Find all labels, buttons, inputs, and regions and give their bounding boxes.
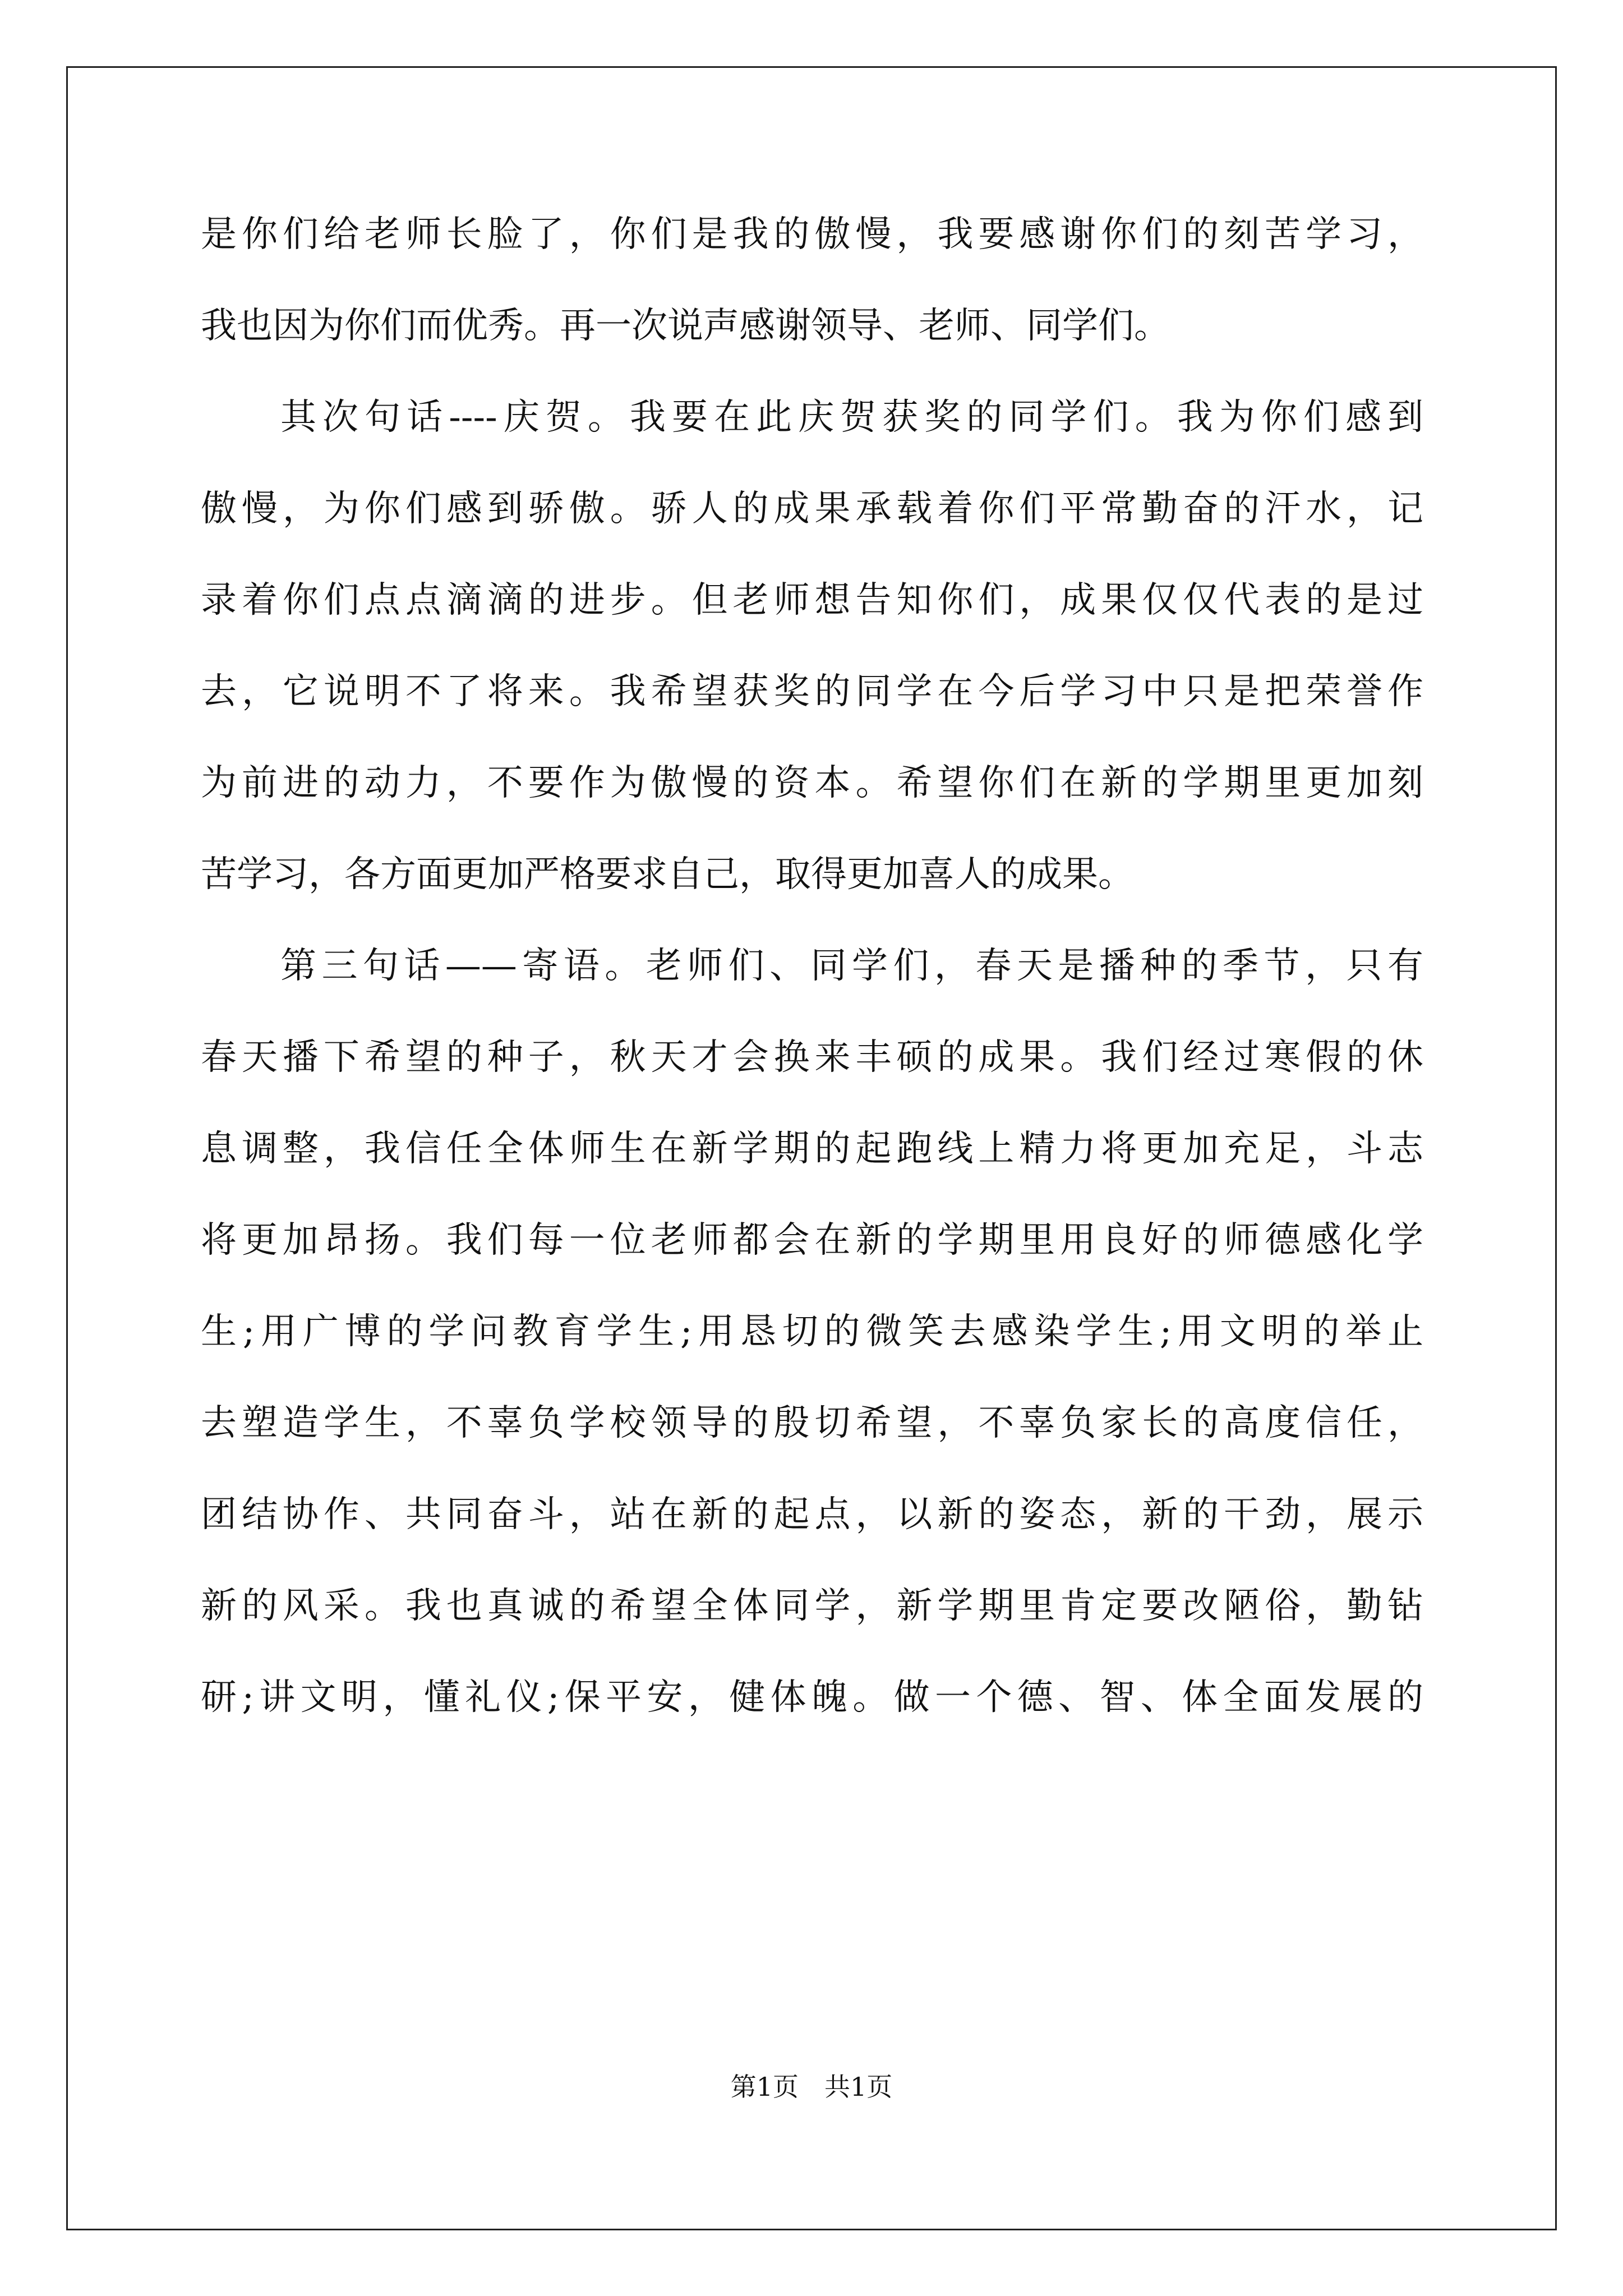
text-line-15: 团结协作、共同奋斗，站在新的起点，以新的姿态，新的干劲，展示 bbox=[201, 1494, 1423, 1535]
text-line-10: 春天播下希望的种子，秋天才会换来丰硕的成果。我们经过寒假的休 bbox=[201, 1037, 1423, 1078]
text-line-16: 新的风采。我也真诚的希望全体同学，新学期里肯定要改陋俗，勤钻 bbox=[201, 1585, 1423, 1627]
text-line-13: 生;用广博的学问教育学生;用恳切的微笑去感染学生;用文明的举止 bbox=[201, 1311, 1423, 1352]
text-line-3: 其次句话----庆贺。我要在此庆贺获奖的同学们。我为你们感到 bbox=[280, 397, 1423, 438]
text-line-4: 傲慢，为你们感到骄傲。骄人的成果承载着你们平常勤奋的汗水，记 bbox=[201, 488, 1423, 530]
text-line-8: 苦学习，各方面更加严格要求自己，取得更加喜人的成果。 bbox=[201, 854, 1134, 895]
text-line-17: 研;讲文明，懂礼仪;保平安，健体魄。做一个德、智、体全面发展的 bbox=[201, 1677, 1423, 1718]
text-line-5: 录着你们点点滴滴的进步。但老师想告知你们，成果仅仅代表的是过 bbox=[201, 579, 1423, 621]
text-line-7: 为前进的动力，不要作为傲慢的资本。希望你们在新的学期里更加刻 bbox=[201, 762, 1423, 804]
text-line-12: 将更加昂扬。我们每一位老师都会在新的学期里用良好的师德感化学 bbox=[201, 1220, 1423, 1261]
text-line-9: 第三句话——寄语。老师们、同学们，春天是播种的季节，只有 bbox=[280, 945, 1423, 987]
text-line-2: 我也因为你们而优秀。再一次说声感谢领导、老师、同学们。 bbox=[201, 305, 1170, 347]
page-number-footer: 第1页 共1页 bbox=[730, 2072, 893, 2102]
text-line-6: 去，它说明不了将来。我希望获奖的同学在今后学习中只是把荣誉作 bbox=[201, 671, 1423, 712]
text-line-11: 息调整，我信任全体师生在新学期的起跑线上精力将更加充足，斗志 bbox=[201, 1128, 1423, 1170]
text-line-14: 去塑造学生，不辜负学校领导的殷切希望，不辜负家长的高度信任， bbox=[201, 1402, 1423, 1444]
text-line-1: 是你们给老师长脸了，你们是我的傲慢，我要感谢你们的刻苦学习， bbox=[201, 214, 1423, 255]
